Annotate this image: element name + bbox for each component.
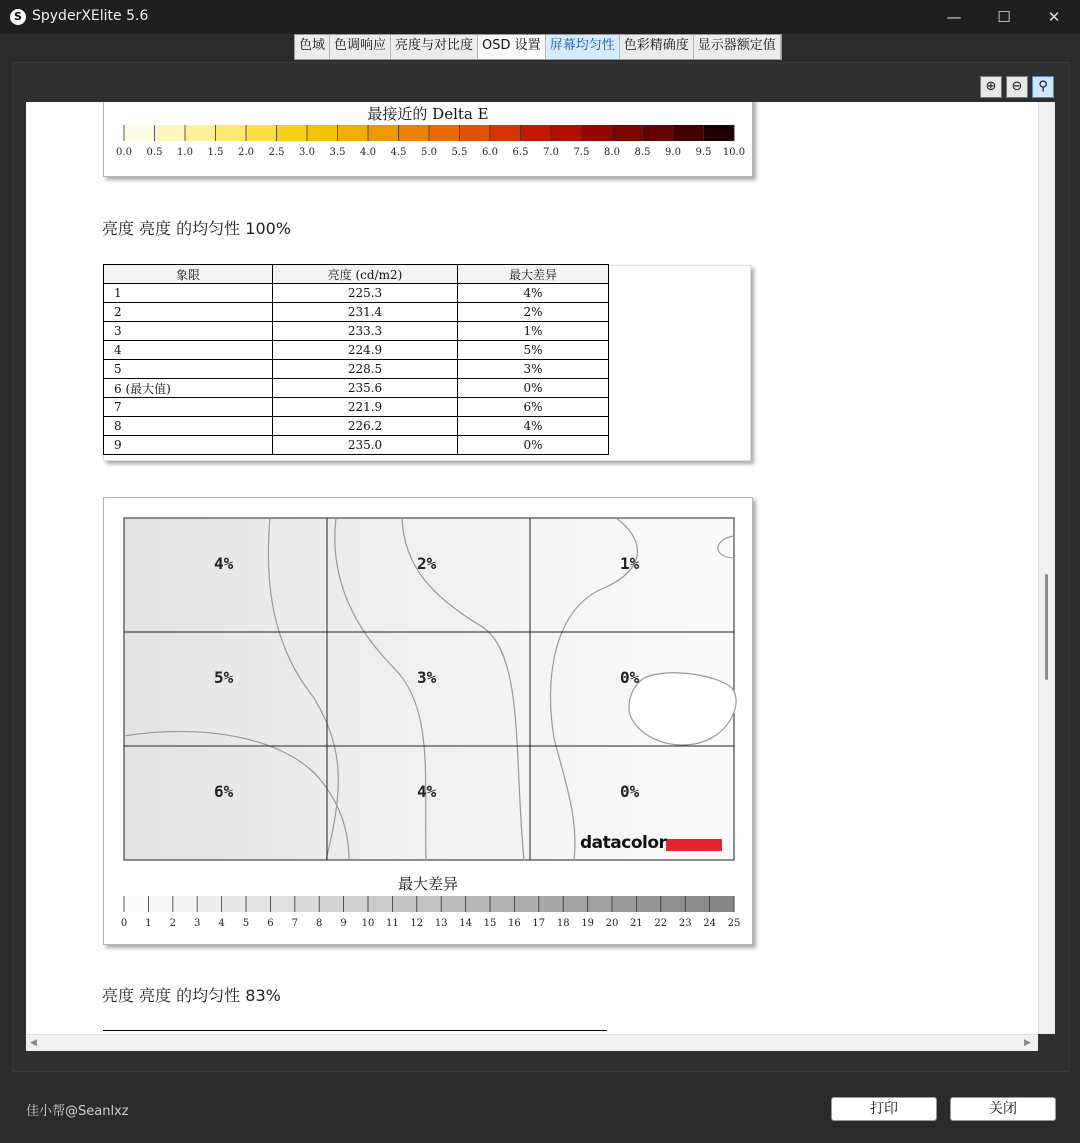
diff-scale-swatch [466, 896, 491, 912]
zoom-controls [980, 76, 1054, 98]
luminance-table [103, 264, 609, 455]
diff-tick-label: 25 [727, 918, 741, 929]
diff-cell: 0% [458, 436, 609, 455]
table-row [104, 417, 609, 436]
diff-tick-label: 20 [605, 918, 619, 929]
title-bar [0, 0, 1080, 34]
tab-color-accuracy[interactable]: 色彩精确度 [620, 35, 694, 59]
diff-scale-swatch [417, 896, 442, 912]
quadrant-diff-label: 4% [417, 782, 437, 801]
diff-cell: 3% [458, 360, 609, 379]
quadrant-diff-label: 6% [214, 782, 234, 801]
diff-tick-label: 2 [169, 918, 176, 929]
uniformity-map-card [103, 497, 753, 945]
diff-scale-swatch [490, 896, 515, 912]
delta-e-tick-label: 0.5 [146, 147, 163, 158]
delta-e-tick-label: 5.5 [451, 147, 468, 158]
quadrant-cell: 4 [104, 341, 273, 360]
delta-e-tick-label: 9.0 [665, 147, 681, 158]
quadrant-cell: 1 [104, 284, 273, 303]
tab-gamut[interactable]: 色域 [295, 35, 330, 59]
delta-e-tick-label: 3.5 [329, 147, 346, 158]
diff-tick-label: 0 [120, 918, 128, 929]
diff-tick-label: 21 [630, 918, 643, 929]
diff-cell: 4% [458, 284, 609, 303]
table-row [104, 341, 609, 360]
diff-tick-label: 7 [291, 918, 298, 929]
luminance-cell: 228.5 [273, 360, 458, 379]
maximize-button[interactable]: ☐ [997, 8, 1011, 26]
diff-tick-label: 16 [508, 918, 521, 929]
diff-scale-swatch [710, 896, 735, 912]
tab-bar [294, 34, 782, 60]
delta-e-scale [104, 102, 752, 176]
tab-screen-uniformity[interactable]: 屏幕均匀性 [546, 35, 620, 59]
diff-tick-label: 6 [267, 918, 274, 929]
diff-tick-label: 22 [654, 918, 668, 929]
quadrant-diff-label: 5% [214, 668, 234, 687]
diff-scale-swatch [222, 896, 247, 912]
quadrant-diff-label: 0% [620, 782, 640, 801]
diff-cell: 4% [458, 417, 609, 436]
quadrant-diff-label: 4% [214, 554, 234, 573]
delta-e-tick-label: 9.5 [695, 147, 712, 158]
tab-tone-response[interactable]: 色调响应 [330, 35, 391, 59]
quadrant-diff-label: 3% [417, 668, 437, 687]
delta-e-tick-label: 2.5 [268, 147, 285, 158]
table-header-quadrant: 象限 [104, 265, 273, 284]
delta-e-scale-card [103, 102, 753, 177]
close-window-button[interactable]: ✕ [1047, 8, 1061, 26]
diff-tick-label: 15 [483, 918, 497, 929]
diff-tick-label: 11 [386, 918, 399, 929]
tab-monitor-rating[interactable]: 显示器额定值 [694, 35, 781, 59]
table-row [104, 322, 609, 341]
delta-e-tick-label: 7.5 [573, 147, 590, 158]
app-logo-icon: S [10, 9, 26, 25]
table-header-diff: 最大差异 [458, 265, 609, 284]
delta-e-scale-swatch [460, 125, 491, 141]
section-title-100: 亮度 亮度 的均匀性 100% [102, 219, 292, 238]
diff-tick-label: 17 [532, 918, 546, 929]
quadrant-diff-label: 2% [417, 554, 437, 573]
delta-e-scale-swatch [246, 125, 277, 141]
delta-e-scale-swatch [521, 125, 552, 141]
table-header-luminance: 亮度 (cd/m2) [273, 265, 458, 284]
diff-tick-label: 3 [194, 918, 201, 929]
horizontal-scrollbar[interactable] [26, 1034, 1038, 1051]
diff-scale-swatch [441, 896, 466, 912]
delta-e-scale-swatch [551, 125, 582, 141]
quadrant-cell: 9 [104, 436, 273, 455]
luminance-cell: 226.2 [273, 417, 458, 436]
section-title-83: 亮度 亮度 的均匀性 83% [102, 986, 281, 1005]
delta-e-scale-swatch [643, 125, 674, 141]
delta-e-scale-swatch [673, 125, 704, 141]
quadrant-cell: 2 [104, 303, 273, 322]
diff-scale-swatch [392, 896, 417, 912]
diff-tick-label: 8 [316, 918, 323, 929]
diff-tick-label: 9 [340, 918, 347, 929]
scroll-right-icon[interactable]: ▶ [1024, 1038, 1031, 1048]
zoom-in-icon[interactable]: ⊕ [980, 76, 1002, 98]
luminance-cell: 221.9 [273, 398, 458, 417]
minimize-button[interactable]: — [946, 8, 962, 26]
quadrant-cell: 8 [104, 417, 273, 436]
diff-scale-swatch [124, 896, 149, 912]
delta-e-scale-swatch [612, 125, 643, 141]
scroll-left-icon[interactable]: ◀ [30, 1038, 37, 1048]
table-row [104, 398, 609, 417]
diff-cell: 1% [458, 322, 609, 341]
delta-e-scale-swatch [185, 125, 216, 141]
diff-tick-label: 10 [361, 918, 375, 929]
delta-e-scale-swatch [399, 125, 430, 141]
diff-scale-swatch [173, 896, 198, 912]
close-button[interactable]: 关闭 [950, 1097, 1056, 1121]
quadrant-cell: 5 [104, 360, 273, 379]
delta-e-tick-label: 8.5 [634, 147, 651, 158]
delta-e-tick-label: 4.5 [390, 147, 407, 158]
scrollbar-thumb[interactable] [1045, 574, 1048, 680]
watermark-credit: 佳小帮@Seanlxz [26, 1104, 129, 1119]
quadrant-diff-label: 0% [620, 668, 640, 687]
datacolor-logo: datacolor [580, 833, 667, 853]
luminance-cell: 225.3 [273, 284, 458, 303]
diff-cell: 6% [458, 398, 609, 417]
quadrant-diff-label: 1% [620, 554, 640, 573]
diff-scale-swatch [344, 896, 369, 912]
tab-brightness-contrast[interactable]: 亮度与对比度 [391, 35, 478, 59]
delta-e-scale-swatch [429, 125, 460, 141]
delta-e-tick-label: 1.5 [207, 147, 224, 158]
delta-e-scale-swatch [582, 125, 613, 141]
diff-scale-swatch [563, 896, 588, 912]
delta-e-tick-label: 5.0 [421, 147, 437, 158]
diff-tick-label: 4 [218, 918, 225, 929]
diff-scale-swatch [588, 896, 613, 912]
diff-scale-swatch [246, 896, 271, 912]
diff-scale-swatch [539, 896, 564, 912]
quadrant-cell: 6 (最大值) [104, 379, 273, 398]
luminance-cell: 235.6 [273, 379, 458, 398]
print-button[interactable]: 打印 [831, 1097, 937, 1121]
table-row [104, 284, 609, 303]
delta-e-scale-swatch [307, 125, 338, 141]
diff-tick-label: 19 [581, 918, 594, 929]
tab-osd-settings[interactable]: OSD 设置 [478, 35, 546, 59]
luminance-cell: 231.4 [273, 303, 458, 322]
delta-e-scale-swatch [277, 125, 308, 141]
table-row [104, 379, 609, 398]
diff-scale-swatch [636, 896, 661, 912]
diff-scale-swatch [612, 896, 637, 912]
quadrant-cell: 7 [104, 398, 273, 417]
zoom-fit-icon[interactable]: ⚲ [1032, 76, 1054, 98]
delta-e-tick-label: 8.0 [604, 147, 620, 158]
delta-e-scale-swatch [155, 125, 186, 141]
diff-scale-swatch [270, 896, 295, 912]
window-title: SpyderXElite 5.6 [32, 8, 149, 24]
quadrant-cell: 3 [104, 322, 273, 341]
diff-scale-swatch [197, 896, 222, 912]
delta-e-tick-label: 7.0 [543, 147, 559, 158]
diff-cell: 0% [458, 379, 609, 398]
table-row [104, 436, 609, 455]
delta-e-scale-swatch [704, 125, 735, 141]
report-viewport [26, 102, 1038, 1034]
diff-scale-swatch [295, 896, 320, 912]
delta-e-tick-label: 10.0 [722, 147, 746, 158]
zoom-out-icon[interactable]: ⊖ [1006, 76, 1028, 98]
delta-e-scale-swatch [490, 125, 521, 141]
diff-tick-label: 24 [703, 918, 716, 929]
diff-scale-swatch [368, 896, 393, 912]
delta-e-tick-label: 6.0 [482, 147, 498, 158]
diff-cell: 5% [458, 341, 609, 360]
delta-e-scale-title: 最接近的 Delta E [367, 105, 489, 123]
table-row [104, 360, 609, 379]
diff-scale-title: 最大差异 [397, 875, 458, 893]
delta-e-scale-swatch [124, 125, 155, 141]
diff-tick-label: 1 [145, 918, 152, 929]
delta-e-tick-label: 6.5 [512, 147, 529, 158]
delta-e-scale-swatch [216, 125, 247, 141]
vertical-scrollbar[interactable] [1038, 102, 1055, 1034]
delta-e-scale-swatch [338, 125, 369, 141]
diff-cell: 2% [458, 303, 609, 322]
diff-tick-label: 18 [556, 918, 570, 929]
table-row [104, 303, 609, 322]
delta-e-tick-label: 3.0 [299, 147, 315, 158]
diff-tick-label: 12 [410, 918, 424, 929]
diff-scale-swatch [319, 896, 344, 912]
diff-tick-label: 14 [459, 918, 472, 929]
delta-e-tick-label: 2.0 [238, 147, 254, 158]
delta-e-scale-swatch [368, 125, 399, 141]
diff-tick-label: 13 [434, 918, 448, 929]
luminance-cell: 233.3 [273, 322, 458, 341]
diff-scale-swatch [148, 896, 173, 912]
luminance-cell: 224.9 [273, 341, 458, 360]
diff-scale [104, 498, 752, 944]
diff-scale-swatch [685, 896, 710, 912]
diff-tick-label: 23 [678, 918, 692, 929]
diff-scale-swatch [661, 896, 686, 912]
delta-e-tick-label: 1.0 [177, 147, 193, 158]
delta-e-tick-label: 4.0 [360, 147, 376, 158]
diff-scale-swatch [514, 896, 539, 912]
delta-e-tick-label: 0.0 [116, 147, 132, 158]
luminance-cell: 235.0 [273, 436, 458, 455]
diff-tick-label: 5 [242, 918, 250, 929]
